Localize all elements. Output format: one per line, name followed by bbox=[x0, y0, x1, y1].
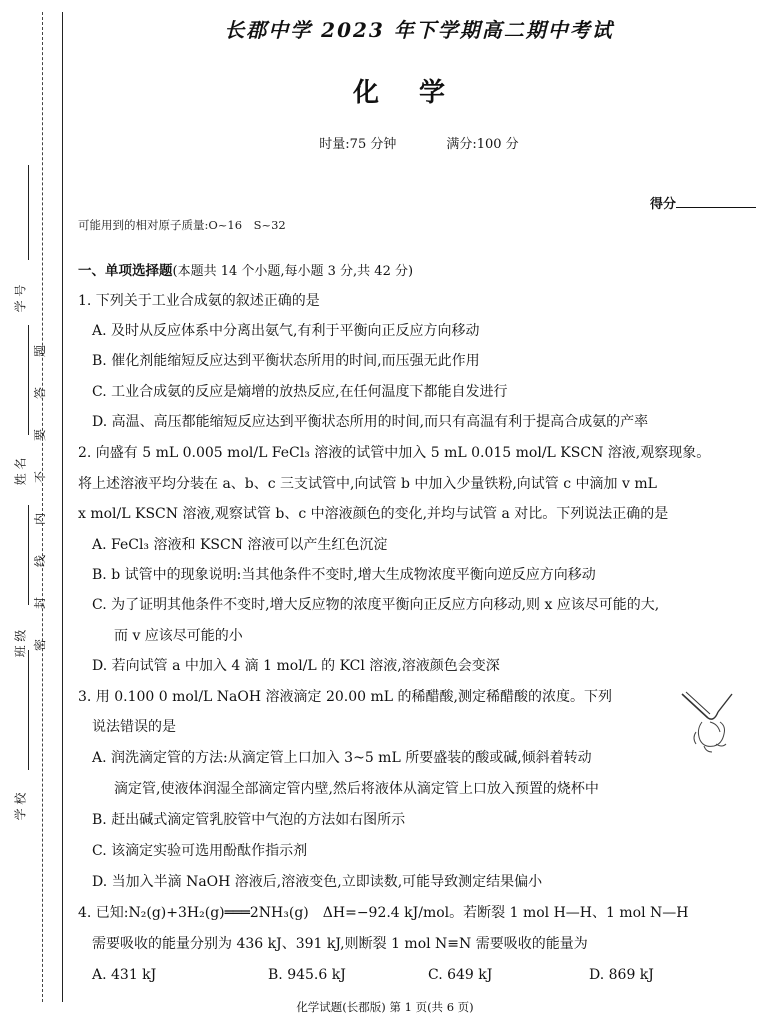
exam-title: 长郡中学 2023 年下学期高二期中考试 bbox=[224, 18, 614, 42]
school-label: 学 校 bbox=[13, 792, 28, 821]
student-id-label: 学 号 bbox=[13, 284, 28, 313]
binding-dashed-line bbox=[42, 12, 43, 1002]
page-footer: 化学试题(长郡版) 第 1 页(共 6 页) bbox=[296, 1000, 474, 1014]
q1-option-a: A. 及时从反应体系中分离出氨气,有利于平衡向正反应方向移动 bbox=[92, 323, 480, 339]
q2-stem-line-2: 将上述溶液平均分装在 a、b、c 三支试管中,向试管 b 中加入少量铁粉,向试管 c 中滴加 v mL bbox=[78, 476, 657, 492]
name-label: 姓 名 bbox=[13, 457, 28, 486]
q2-option-d: D. 若向试管 a 中加入 4 滴 1 mol/L 的 KCl 溶液,溶液颜色会变深 bbox=[92, 658, 500, 674]
q1-option-c: C. 工业合成氨的反应是熵增的放热反应,在任何温度下都能自发进行 bbox=[92, 384, 508, 400]
q3-stem-line-2: 说法错误的是 bbox=[92, 719, 176, 735]
q1-option-b: B. 催化剂能缩短反应达到平衡状态所用的时间,而压强无此作用 bbox=[92, 353, 480, 369]
seal-line-warning: 题 答 要 不 内 线 封 密 bbox=[33, 345, 47, 652]
student-id-field-line bbox=[28, 165, 29, 260]
q4-option-c: C. 649 kJ bbox=[428, 967, 493, 983]
q2-option-a: A. FeCl₃ 溶液和 KSCN 溶液可以产生红色沉淀 bbox=[92, 537, 388, 553]
q1-stem: 1. 下列关于工业合成氨的叙述正确的是 bbox=[78, 293, 320, 309]
q4-option-d: D. 869 kJ bbox=[589, 967, 654, 983]
subject-title: 化学 bbox=[352, 78, 485, 108]
q3-option-c: C. 该滴定实验可选用酚酞作指示剂 bbox=[92, 843, 308, 859]
q3-option-a: A. 润洗滴定管的方法:从滴定管上口加入 3~5 mL 所要盛装的酸或碱,倾斜着转动 bbox=[92, 750, 592, 766]
q3-stem-line-1: 3. 用 0.100 0 mol/L NaOH 溶液滴定 20.00 mL 的稀醋酸,测定稀醋酸的浓度。下列 bbox=[78, 689, 612, 705]
class-label: 班 级 bbox=[13, 629, 28, 658]
section-heading bbox=[78, 261, 413, 282]
q4-stem-line-1: 4. 已知:N₂(g)+3H₂(g)═══2NH₃(g) ΔH=−92.4 kJ/mol。若断裂 1 mol H—H、1 mol N—H bbox=[78, 905, 689, 921]
binding-margin-line bbox=[62, 12, 63, 1002]
school-field-line bbox=[28, 650, 29, 770]
time-limit: 时量:75 分钟 bbox=[319, 137, 397, 152]
q3-option-a-cont: 滴定管,使液体润湿全部滴定管内壁,然后将液体从滴定管上口放入预置的烧杯中 bbox=[114, 781, 599, 797]
exam-time-info bbox=[74, 133, 764, 152]
score-label: 得分 bbox=[649, 197, 676, 212]
q2-option-b: B. b 试管中的现象说明:当其他条件不变时,增大生成物浓度平衡向逆反应方向移动 bbox=[92, 567, 596, 583]
section-note: (本题共 14 个小题,每小题 3 分,共 42 分) bbox=[172, 264, 414, 279]
section-title: 一、单项选择题 bbox=[78, 263, 173, 279]
full-score: 满分:100 分 bbox=[446, 137, 519, 152]
q3-option-d: D. 当加入半滴 NaOH 溶液后,溶液变色,立即读数,可能导致测定结果偏小 bbox=[92, 874, 543, 890]
atomic-mass-note: 可能用到的相对原子质量:O~16 S~32 bbox=[78, 218, 286, 232]
score-box[interactable] bbox=[650, 193, 756, 212]
q2-option-c: C. 为了证明其他条件不变时,增大反应物的浓度平衡向正反应方向移动,则 x 应该尽可能的大, bbox=[92, 597, 660, 613]
q1-option-d: D. 高温、高压都能缩短反应达到平衡状态所用的时间,而只有高温有利于提高合成氨的产率 bbox=[92, 414, 649, 430]
q4-option-a: A. 431 kJ bbox=[92, 967, 157, 983]
q4-option-b: B. 945.6 kJ bbox=[268, 967, 346, 983]
q2-stem-line-3: x mol/L KSCN 溶液,观察试管 b、c 中溶液颜色的变化,并均与试管 a 对比。下列说法正确的是 bbox=[78, 506, 669, 522]
q4-stem-line-2: 需要吸收的能量分别为 436 kJ、391 kJ,则断裂 1 mol N≡N 需要吸收的能量为 bbox=[92, 936, 588, 952]
q2-stem-line-1: 2. 向盛有 5 mL 0.005 mol/L FeCl₃ 溶液的试管中加入 5 mL 0.015 mol/L KSCN 溶液,观察现象。 bbox=[78, 445, 711, 461]
score-blank[interactable] bbox=[676, 197, 756, 208]
q3-option-b: B. 赶出碱式滴定管乳胶管中气泡的方法如右图所示 bbox=[92, 812, 406, 828]
class-field-line bbox=[28, 505, 29, 605]
burette-bubble-illustration bbox=[674, 688, 744, 758]
name-field-line bbox=[28, 325, 29, 435]
q2-option-c-cont: 而 v 应该尽可能的小 bbox=[114, 628, 243, 644]
